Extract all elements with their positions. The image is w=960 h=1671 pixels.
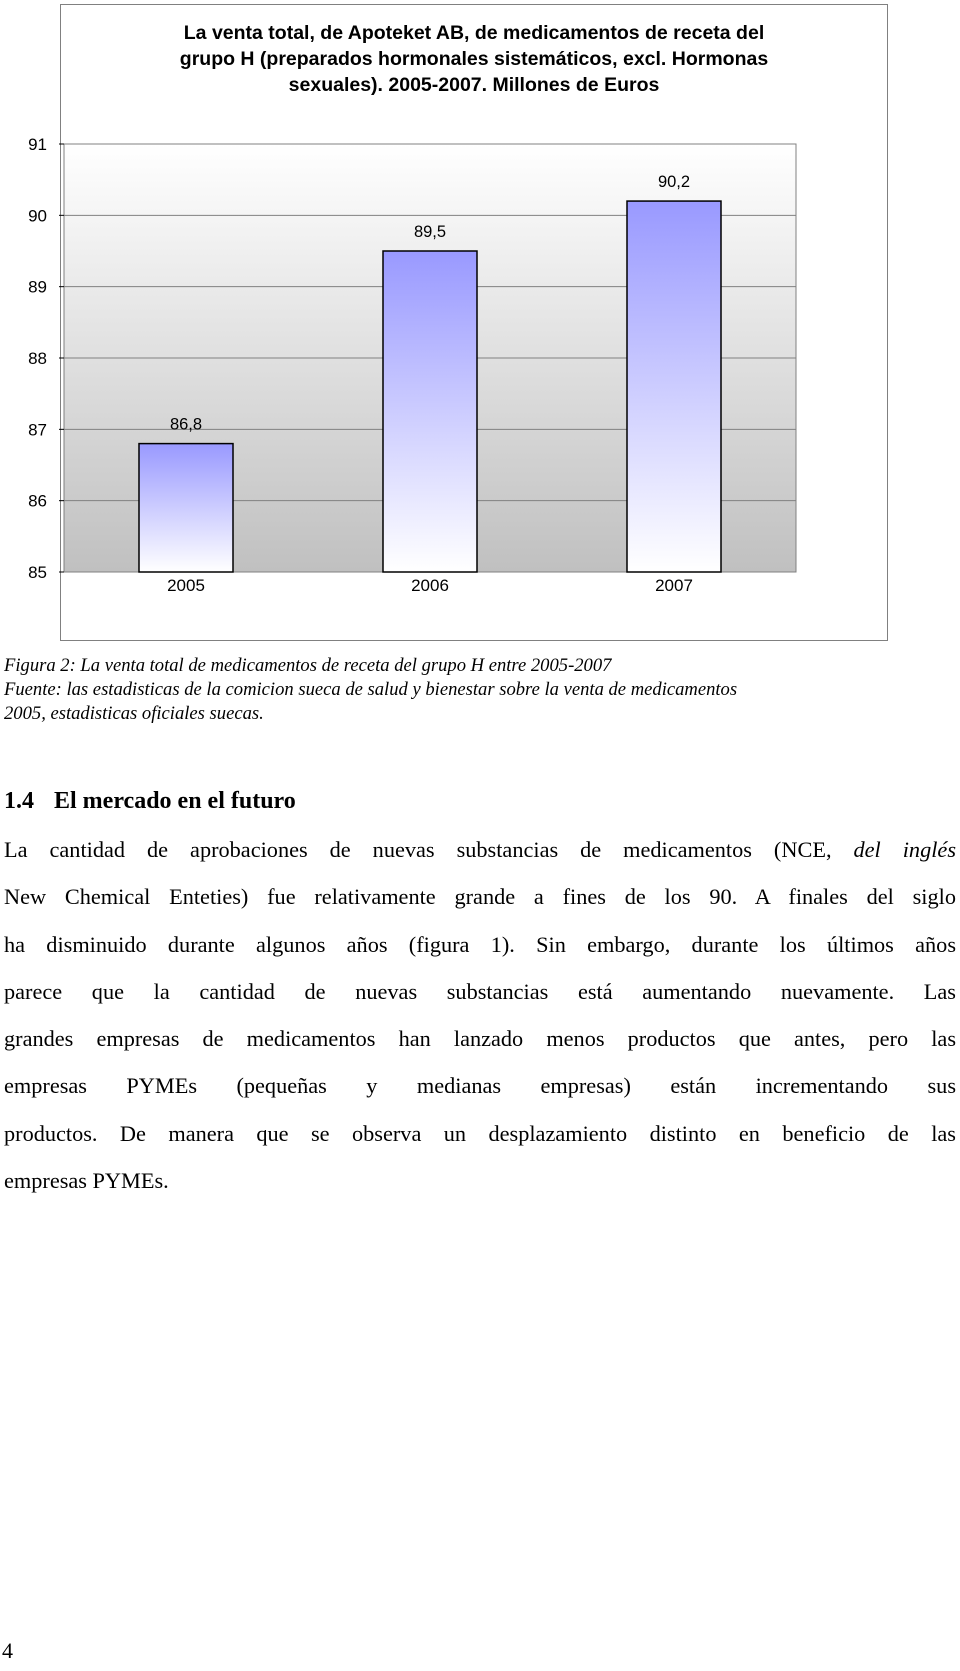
caption-line: Figura 2: La venta total de medicamentos de receta del grupo H entre 2005-2007 xyxy=(4,655,612,676)
y-tick-label: 86 xyxy=(28,491,47,511)
y-tick-label: 91 xyxy=(28,135,47,154)
y-tick-label: 89 xyxy=(28,277,47,297)
section-number: 1.4 xyxy=(4,788,34,814)
data-label: 89,5 xyxy=(413,223,447,241)
bar xyxy=(383,251,477,572)
y-tick-label: 87 xyxy=(28,420,47,440)
caption-line: 2005, estadisticas oficiales suecas. xyxy=(4,703,264,724)
x-tick-label: 2005 xyxy=(167,576,205,595)
paragraph-line: parece que la cantidad de nuevas substancias está aumentando nuevamente. Las xyxy=(4,978,956,1004)
caption-line: Fuente: las estadisticas de la comicion sueca de salud y bienestar sobre la venta de medicamentos xyxy=(4,679,738,700)
paragraph-line: New Chemical Enteties) fue relativamente grande a fines de los 90. A finales del siglo xyxy=(4,884,956,910)
y-axis xyxy=(28,135,64,582)
data-label: 86,8 xyxy=(169,415,203,434)
paragraph-line: empresas PYMEs. xyxy=(4,1168,169,1194)
paragraph-line: productos. De manera que se observa un desplazamiento distinto en beneficio de las xyxy=(4,1120,956,1146)
y-tick-label: 85 xyxy=(28,563,47,582)
page-number: 4 xyxy=(2,1638,13,1663)
chart-title-line: sexuales). 2005-2007. Millones de Euros xyxy=(288,74,660,96)
chart-title-line: La venta total, de Apoteket AB, de medicamentos de receta del xyxy=(183,22,765,44)
section-heading xyxy=(4,786,296,816)
chart-title-line: grupo H (preparados hormonales sistemáticos, excl. Hormonas xyxy=(179,48,769,70)
paragraph-line: grandes empresas de medicamentos han lanzado menos productos que antes, pero las xyxy=(4,1026,956,1052)
paragraph-italic: del inglés xyxy=(853,837,957,862)
x-tick-label: 2007 xyxy=(655,576,693,595)
paragraph-text: La cantidad de aprobaciones de nuevas substancias de medicamentos (NCE, xyxy=(4,837,854,862)
body-paragraph xyxy=(4,826,956,1204)
paragraph-line: ha disminuido durante algunos años (figura 1). Sin embargo, durante los últimos años xyxy=(4,931,956,957)
figure-caption xyxy=(4,654,954,726)
paragraph-line: empresas PYMEs (pequeñas y medianas empresas) están incrementando sus xyxy=(4,1073,956,1099)
y-tick-label: 88 xyxy=(28,349,47,368)
x-tick-label: 2006 xyxy=(411,576,449,595)
paragraph-line xyxy=(4,826,956,873)
bar xyxy=(139,444,233,572)
bar xyxy=(627,201,721,572)
y-tick-label: 90 xyxy=(28,206,47,226)
section-title: El mercado en el futuro xyxy=(54,788,296,814)
data-label: 90,2 xyxy=(657,173,691,192)
bar-chart xyxy=(0,0,960,660)
x-axis xyxy=(167,576,693,595)
